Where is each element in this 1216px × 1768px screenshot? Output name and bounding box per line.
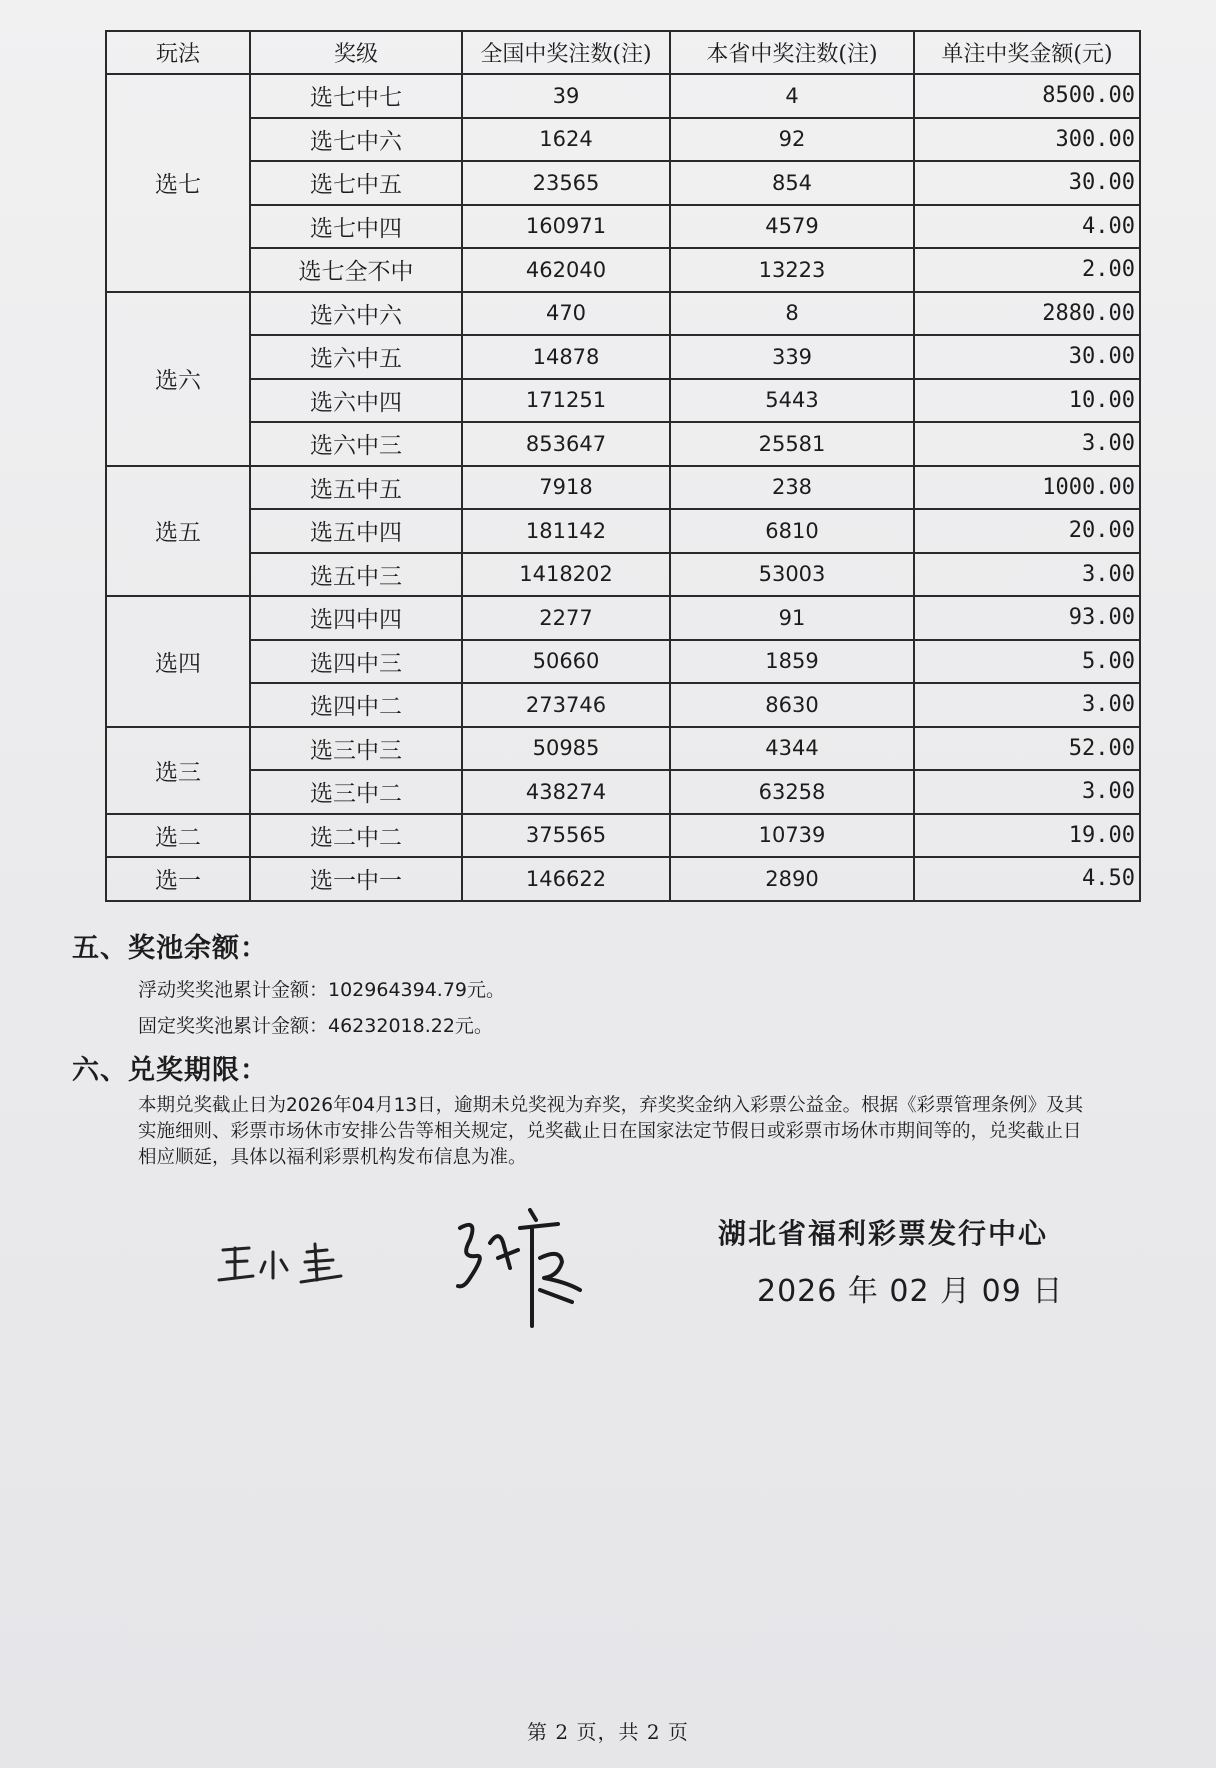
prize-amount-cell: 2880.00 [914,292,1140,336]
provincial-count-cell: 339 [670,335,914,379]
play-type-cell: 选六 [106,292,250,466]
provincial-count-cell: 8 [670,292,914,336]
prize-level-cell: 选五中三 [250,553,462,597]
header-row [106,31,1140,74]
national-count-cell: 438274 [462,770,670,814]
fixed-pool-amount: 固定奖奖池累计金额：46232018.22元。 [138,1015,493,1037]
prize-level-cell: 选七中五 [250,161,462,205]
provincial-count-cell: 25581 [670,422,914,466]
prize-amount-cell: 300.00 [914,118,1140,162]
table-row [106,466,1140,510]
prize-amount-cell: 1000.00 [914,466,1140,510]
prize-amount-cell: 5.00 [914,640,1140,684]
national-count-cell: 462040 [462,248,670,292]
header-play: 玩法 [106,31,250,74]
prize-table [105,30,1141,902]
table-row [106,248,1140,292]
national-count-cell: 273746 [462,683,670,727]
table-row [106,379,1140,423]
page-number: 第 2 页，共 2 页 [527,1720,689,1744]
prize-amount-cell: 10.00 [914,379,1140,423]
header-national-count: 全国中奖注数(注) [462,31,670,74]
national-count-cell: 7918 [462,466,670,510]
prize-amount-cell: 4.50 [914,857,1140,901]
prize-level-cell: 选二中二 [250,814,462,858]
play-type-cell: 选五 [106,466,250,597]
provincial-count-cell: 10739 [670,814,914,858]
prize-level-cell: 选六中六 [250,292,462,336]
provincial-count-cell: 4579 [670,205,914,249]
national-count-cell: 171251 [462,379,670,423]
prize-level-cell: 选六中五 [250,335,462,379]
table-row [106,422,1140,466]
prize-level-cell: 选三中三 [250,727,462,771]
national-count-cell: 1624 [462,118,670,162]
table-row [106,292,1140,336]
prize-amount-cell: 30.00 [914,161,1140,205]
header-provincial-count: 本省中奖注数(注) [670,31,914,74]
prize-amount-cell: 3.00 [914,770,1140,814]
national-count-cell: 160971 [462,205,670,249]
provincial-count-cell: 1859 [670,640,914,684]
prize-amount-cell: 20.00 [914,509,1140,553]
prize-amount-cell: 93.00 [914,596,1140,640]
national-count-cell: 50985 [462,727,670,771]
table-row [106,770,1140,814]
national-count-cell: 14878 [462,335,670,379]
table-row [106,335,1140,379]
prize-amount-cell: 8500.00 [914,74,1140,118]
provincial-count-cell: 238 [670,466,914,510]
prize-level-cell: 选四中三 [250,640,462,684]
prize-amount-cell: 3.00 [914,553,1140,597]
play-type-cell: 选一 [106,857,250,901]
header-amount: 单注中奖金额(元) [914,31,1140,74]
national-count-cell: 470 [462,292,670,336]
table-row [106,596,1140,640]
prize-level-cell: 选三中二 [250,770,462,814]
floating-pool-amount: 浮动奖奖池累计金额：102964394.79元。 [138,979,506,1001]
prize-level-cell: 选四中四 [250,596,462,640]
provincial-count-cell: 5443 [670,379,914,423]
issuer-name: 湖北省福利彩票发行中心 [718,1217,1049,1250]
national-count-cell: 853647 [462,422,670,466]
national-count-cell: 23565 [462,161,670,205]
table-row [106,727,1140,771]
prize-level-cell: 选六中四 [250,379,462,423]
prize-level-cell: 选一中一 [250,857,462,901]
table-row [106,857,1140,901]
prize-level-cell: 选六中三 [250,422,462,466]
provincial-count-cell: 8630 [670,683,914,727]
table-body [106,74,1140,901]
play-type-cell: 选四 [106,596,250,727]
signature-2 [440,1198,590,1333]
provincial-count-cell: 854 [670,161,914,205]
play-type-cell: 选二 [106,814,250,858]
section5-heading: 五、奖池余额： [72,933,268,964]
provincial-count-cell: 6810 [670,509,914,553]
prize-level-cell: 选五中五 [250,466,462,510]
table-row [106,74,1140,118]
table-row [106,161,1140,205]
prize-amount-cell: 4.00 [914,205,1140,249]
table-row [106,509,1140,553]
national-count-cell: 146622 [462,857,670,901]
header-level: 奖级 [250,31,462,74]
provincial-count-cell: 92 [670,118,914,162]
table-header [106,31,1140,74]
prize-level-cell: 选七中四 [250,205,462,249]
issue-date: 2026 年 02 月 09 日 [757,1274,1064,1309]
redemption-deadline-text: 本期兑奖截止日为2026年04月13日，逾期未兑奖视为弃奖，弃奖奖金纳入彩票公益金。根据《彩票管理条例》及其实施细则、彩票市场休市安排公告等相关规定，兑奖截止日在国家法定节假日或彩票市场休市期间等的，兑奖截止日相应顺延，具体以福利彩票机构发布信息为准。 [138,1095,1084,1168]
table-row [106,553,1140,597]
national-count-cell: 1418202 [462,553,670,597]
prize-amount-cell: 3.00 [914,422,1140,466]
table-row [106,683,1140,727]
prize-amount-cell: 30.00 [914,335,1140,379]
section6-heading: 六、兑奖期限： [72,1055,268,1086]
national-count-cell: 375565 [462,814,670,858]
provincial-count-cell: 91 [670,596,914,640]
play-type-cell: 选七 [106,74,250,292]
provincial-count-cell: 4 [670,74,914,118]
table-row [106,205,1140,249]
provincial-count-cell: 4344 [670,727,914,771]
provincial-count-cell: 63258 [670,770,914,814]
national-count-cell: 39 [462,74,670,118]
table-row [106,814,1140,858]
prize-level-cell: 选五中四 [250,509,462,553]
national-count-cell: 2277 [462,596,670,640]
provincial-count-cell: 2890 [670,857,914,901]
table-row [106,118,1140,162]
prize-amount-cell: 52.00 [914,727,1140,771]
provincial-count-cell: 53003 [670,553,914,597]
table-row [106,640,1140,684]
national-count-cell: 181142 [462,509,670,553]
prize-level-cell: 选七中六 [250,118,462,162]
prize-level-cell: 选四中二 [250,683,462,727]
prize-amount-cell: 2.00 [914,248,1140,292]
prize-amount-cell: 19.00 [914,814,1140,858]
provincial-count-cell: 13223 [670,248,914,292]
signature-1 [215,1238,350,1288]
national-count-cell: 50660 [462,640,670,684]
play-type-cell: 选三 [106,727,250,814]
prize-level-cell: 选七全不中 [250,248,462,292]
prize-amount-cell: 3.00 [914,683,1140,727]
prize-level-cell: 选七中七 [250,74,462,118]
